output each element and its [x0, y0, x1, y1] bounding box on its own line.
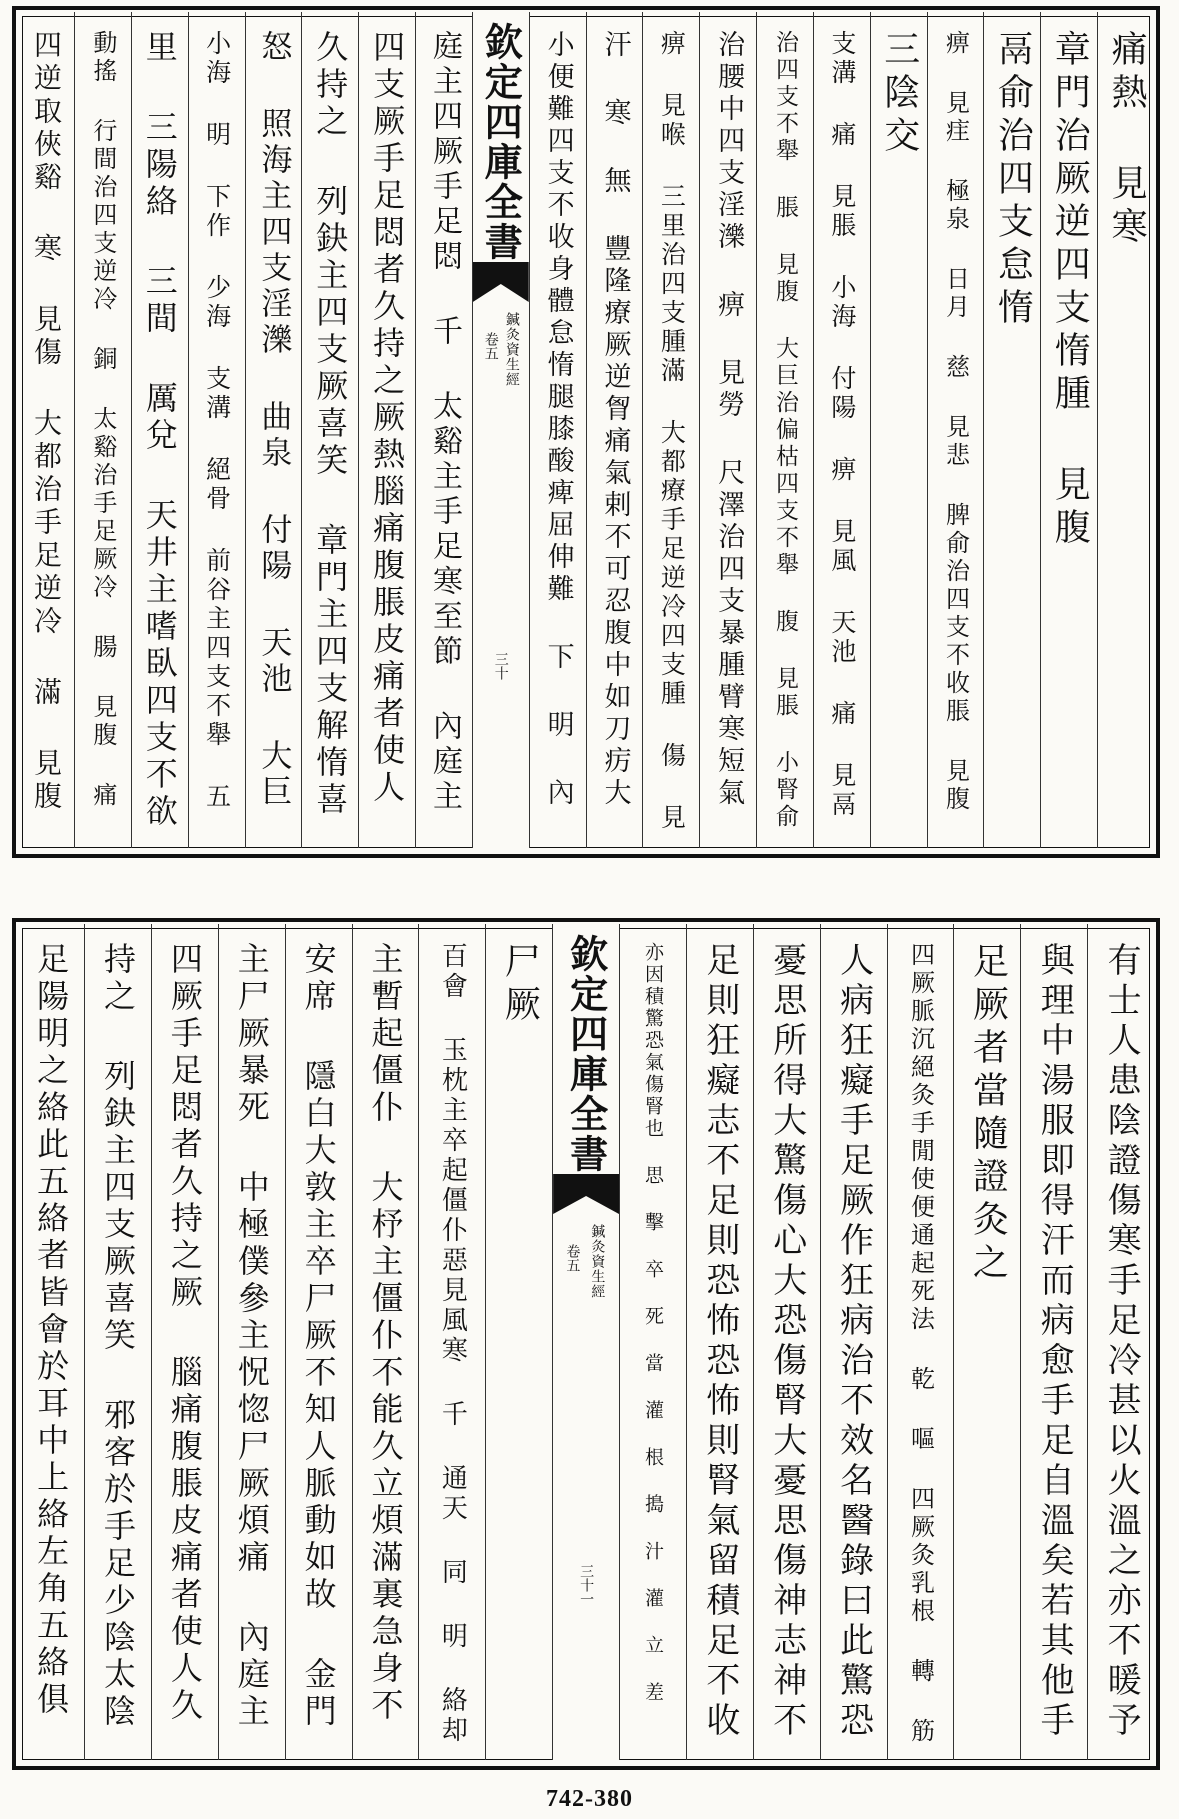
text-column: 持之 列鈌主四支厥喜笑 邪客於手足少陰太陰	[84, 924, 151, 1760]
fold-column	[472, 12, 529, 848]
text-column: 主尸厥暴死 中極僕參主怳惚尸厥煩痛 內庭主	[218, 924, 285, 1760]
text-column: 庭主四厥手足悶 千 太谿主手足寒至節 內庭主	[415, 12, 472, 848]
text-column: 百會 玉枕主卒起僵仆惡見風寒 千 通天 同 明 絡却	[418, 924, 485, 1760]
text-column: 與理中湯服即得汗而病愈手足自溫矣若其他手	[1020, 924, 1087, 1760]
text-column: 汗 寒 無 豐隆療厥逆胷痛氣剌不可忍腹中如刀疠大	[586, 12, 643, 848]
text-column: 小海 明 下作 少海 支溝 絕骨 前谷主四支不舉 五	[188, 12, 245, 848]
fishtail-mark	[553, 1174, 619, 1214]
text-column: 鬲俞治四支怠惰	[983, 12, 1040, 848]
juan-label: 卷五	[564, 1244, 581, 1272]
top-columns	[18, 12, 1154, 848]
text-column: 治腰中四支淫濼 痹 見勞 尺澤治四支暴腫臂寒短氣	[699, 12, 756, 848]
text-column: 痹 見疰 極泉 日月 慈 見悲 脾俞治四支不收脹 見腹	[927, 12, 984, 848]
leaf-number: 三十	[492, 652, 509, 680]
text-column: 四逆取俠谿 寒 見傷 大都治手足逆冷 滿 見腹	[30, 30, 64, 814]
text-column: 動搖 行間治四支逆冷 銅 太谿治手足厥冷 腸 見腹 痛	[74, 12, 131, 848]
text-column: 安席 隱白大敦主卒尸厥不知人脈動如故 金門	[285, 924, 352, 1760]
text-column: 小便難四支不收身體怠惰腿膝酸痺屈伸難 下 明 內	[529, 12, 586, 848]
top-folio	[0, 0, 1179, 872]
text-column: 人病狂癡手足厥作狂病治不效名醫錄曰此驚恐	[820, 924, 887, 1760]
text-column: 足陽明之絡此五絡者皆會於耳中上絡左角五絡俱	[32, 942, 71, 1719]
text-title: 鍼灸資生經	[589, 1224, 606, 1299]
text-column: 憂思所得大驚傷心大恐傷腎大憂思傷神志神不	[753, 924, 820, 1760]
book-title: 欽定四庫全書	[478, 22, 524, 262]
text-column: 治四支不舉 脹 見腹 大巨治偏枯四支不舉 腹 見脹 小腎俞	[756, 12, 813, 848]
text-column: 痛熱 見寒	[1097, 12, 1154, 848]
page-number: 742-380	[546, 1786, 633, 1812]
juan-label: 卷五	[482, 332, 499, 360]
text-column: 有士人患陰證傷寒手足冷甚以火溫之亦不暖予	[1087, 924, 1154, 1760]
text-column: 亦因積驚恐氣傷腎也 思 擊 卒 死 當 灌 根 搗 汁 灌 立 差	[619, 924, 686, 1760]
text-column: 痹 見喉 三里治四支腫滿 大都療手足逆冷四支腫 傷 見	[642, 12, 699, 848]
bottom-columns	[18, 924, 1154, 1760]
fishtail-mark	[473, 262, 529, 302]
text-column: 里 三陽絡 三間 厲兌 天井主嗜臥四支不欲	[131, 12, 188, 848]
text-title: 鍼灸資生經	[503, 312, 520, 387]
text-column: 四支厥手足悶者久持之厥熱腦痛腹脹皮痛者使人	[358, 12, 415, 848]
text-column: 四厥手足悶者久持之厥 腦痛腹脹皮痛者使人久	[151, 924, 218, 1760]
text-column: 久持之 列鈌主四支厥喜笑 章門主四支解惰喜	[301, 12, 358, 848]
text-column: 章門治厥逆四支惰腫 見腹	[1040, 12, 1097, 848]
text-column: 三陰交	[870, 12, 927, 848]
fold-column	[552, 924, 619, 1760]
text-column: 足則狂癡志不足則恐怖恐怖則腎氣留積足不收	[686, 924, 753, 1760]
text-column: 尸厥	[485, 924, 552, 1760]
leaf-number: 三十一	[578, 1564, 595, 1606]
book-title: 欽定四庫全書	[563, 934, 609, 1174]
text-column: 四厥脈沉絕灸手閒使便通起死法 乾 嘔 四厥灸乳根 轉 筋	[887, 924, 954, 1760]
bottom-folio	[0, 912, 1179, 1784]
text-column: 怒 照海主四支淫濼 曲泉 付陽 天池 大巨	[245, 12, 302, 848]
text-column: 主暫起僵仆 大杼主僵仆不能久立煩滿裏急身不	[352, 924, 419, 1760]
text-column: 支溝 痛 見脹 小海 付陽 痹 見風 天池 痛 見鬲	[813, 12, 870, 848]
text-column: 足厥者當隨證灸之	[953, 924, 1020, 1760]
